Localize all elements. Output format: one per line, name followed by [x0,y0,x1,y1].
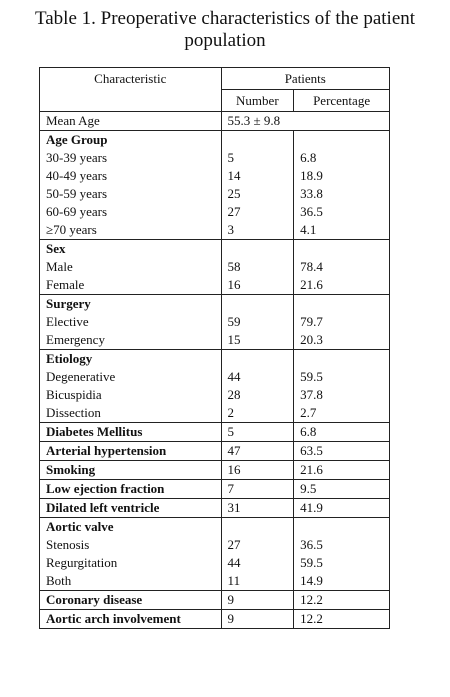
row-percent: 6.8 [300,150,317,165]
row-label: Mean Age [46,113,100,128]
row-label: Low ejection fraction [46,481,165,496]
row-label: Bicuspidia [46,387,102,402]
row-label: Smoking [46,462,96,477]
characteristics-table [39,67,390,629]
row-percent: 4.1 [300,222,317,237]
row-number: 44 [227,369,241,384]
row-label: ≥70 years [46,222,97,237]
row-percent: 78.4 [300,259,323,274]
table-row [40,442,390,461]
table-caption [0,8,450,52]
header-percentage: Percentage [294,90,390,112]
row-percent: 33.8 [300,186,323,201]
table-row [40,423,390,442]
group-title: Aortic valve [46,519,114,534]
row-number: 16 [227,277,241,292]
row-percent: 36.5 [300,204,323,219]
row-number: 27 [227,537,241,552]
row-label: Dissection [46,405,101,420]
row-percent: 2.7 [300,405,317,420]
row-number: 5 [227,150,235,165]
row-number: 5 [227,424,235,439]
row-label: Dilated left ventricle [46,500,160,515]
row-number: 25 [227,186,241,201]
row-label: Female [46,277,85,292]
table-row [40,591,390,610]
row-number: 59 [227,314,241,329]
row-number: 9 [227,592,235,607]
table-row [40,499,390,518]
row-number: 2 [227,405,235,420]
row-number: 27 [227,204,241,219]
row-percent: 6.8 [300,424,317,439]
row-percent: 63.5 [300,443,323,458]
row-label: Aortic arch involvement [46,611,181,626]
row-number: 15 [227,332,241,347]
table-header-row [40,68,390,90]
row-percent: 41.9 [300,500,323,515]
row-percent: 21.6 [300,462,323,477]
header-patients: Patients [221,68,389,90]
row-label: Degenerative [46,369,116,384]
row-percent: 9.5 [300,481,317,496]
row-label: Diabetes Mellitus [46,424,143,439]
row-percent: 20.3 [300,332,323,347]
row-label: Stenosis [46,537,90,552]
row-number: 28 [227,387,241,402]
row-label: 60-69 years [46,204,108,219]
group-title: Sex [46,241,66,256]
row-label: 30-39 years [46,150,108,165]
row-number: 58 [227,259,241,274]
table-row-sex [40,240,390,295]
row-number: 3 [227,222,235,237]
row-number: 7 [227,481,235,496]
row-number: 44 [227,555,241,570]
row-label: 50-59 years [46,186,108,201]
table-row-etiology [40,350,390,423]
header-number: Number [221,90,294,112]
table-row-surgery [40,295,390,350]
table-row-aortic-valve [40,518,390,591]
caption-line-2: population [184,30,266,51]
caption-line-1: Table 1. Preoperative characteristics of the patient [34,8,416,29]
table-row-age-group [40,131,390,240]
group-title: Surgery [46,296,91,311]
row-percent: 79.7 [300,314,323,329]
row-label: Male [46,259,73,274]
group-title: Etiology [46,351,93,366]
mean-age-value: 55.3 ± 9.8 [227,113,281,128]
row-number: 47 [227,443,241,458]
row-percent: 12.2 [300,611,323,626]
row-percent: 59.5 [300,555,323,570]
row-label: Arterial hypertension [46,443,167,458]
row-label: Emergency [46,332,105,347]
row-label: Elective [46,314,89,329]
table-row [40,480,390,499]
row-number: 16 [227,462,241,477]
row-number: 14 [227,168,241,183]
row-label: Coronary disease [46,592,143,607]
row-label: Regurgitation [46,555,118,570]
row-percent: 36.5 [300,537,323,552]
table-row-mean-age [40,112,390,131]
row-number: 31 [227,500,241,515]
row-percent: 37.8 [300,387,323,402]
row-percent: 59.5 [300,369,323,384]
row-label: 40-49 years [46,168,108,183]
table-row [40,461,390,480]
row-number: 9 [227,611,235,626]
group-title: Age Group [46,132,108,147]
row-number: 11 [227,573,241,588]
row-percent: 18.9 [300,168,323,183]
row-percent: 21.6 [300,277,323,292]
row-percent: 12.2 [300,592,323,607]
row-percent: 14.9 [300,573,323,588]
table-row [40,610,390,629]
header-characteristic: Characteristic [40,68,222,112]
row-label: Both [46,573,72,588]
